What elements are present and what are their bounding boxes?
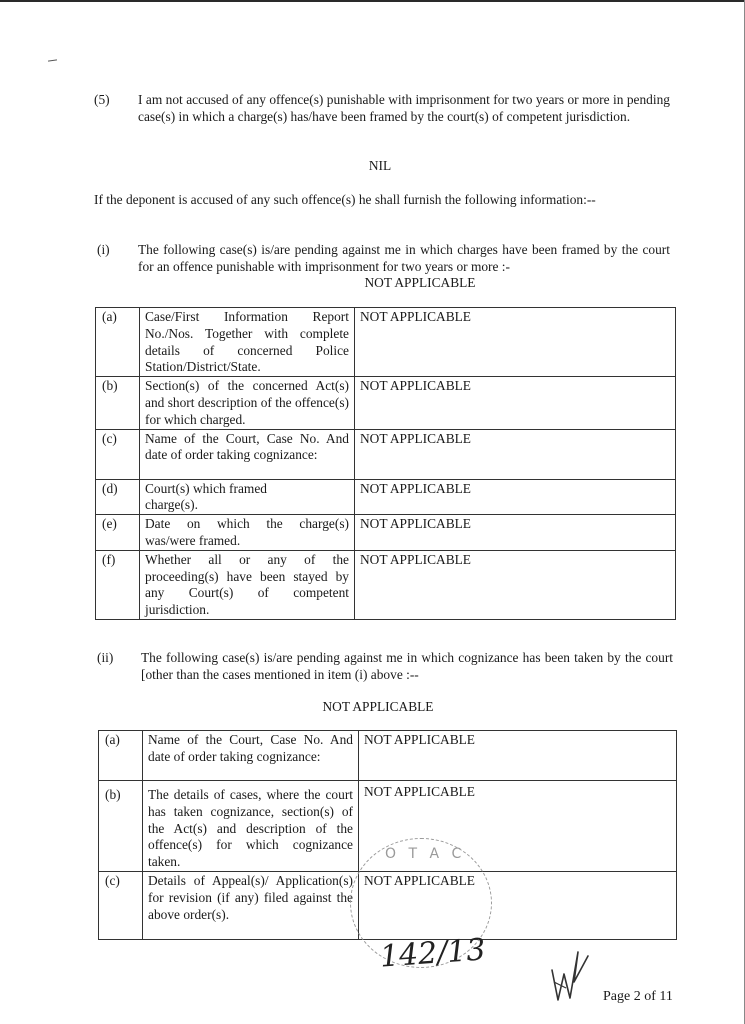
scan-top-edge <box>0 0 745 2</box>
row-label: (f) <box>96 550 140 619</box>
table-row <box>96 479 676 515</box>
row-description: Date on which the charge(s) was/were framed. <box>140 515 355 551</box>
row-label: (b) <box>96 377 140 429</box>
intro-text: If the deponent is accused of any such offence(s) he shall furnish the following information:-- <box>94 192 596 207</box>
row-label: (a) <box>96 308 140 377</box>
item-5-number: (5) <box>94 92 110 107</box>
section-i-table <box>95 307 676 620</box>
row-label: (e) <box>96 515 140 551</box>
row-value: NOT APPLICABLE <box>355 308 676 377</box>
row-value: NOT APPLICABLE <box>355 429 676 479</box>
row-description: Name of the Court, Case No. And date of order taking cognizance: <box>140 429 355 479</box>
row-label: (d) <box>96 479 140 515</box>
row-value: NOT APPLICABLE <box>355 479 676 515</box>
row-value: NOT APPLICABLE <box>359 871 677 939</box>
row-description: The details of cases, where the court has taken cognizance, section(s) of the Act(s) and description of the offence(s) for which cognizance taken. <box>143 781 359 872</box>
table-row <box>96 308 676 377</box>
table-row <box>96 550 676 619</box>
section-i-status: NOT APPLICABLE <box>364 275 476 290</box>
table-row <box>96 429 676 479</box>
row-description: Case/First Information Report No./Nos. Together with complete details of concerned Police Station/District/State. <box>140 308 355 377</box>
nil-text: NIL <box>368 158 392 173</box>
row-description: Whether all or any of the proceeding(s) have been stayed by any Court(s) of competent jurisdiction. <box>140 550 355 619</box>
row-value: NOT APPLICABLE <box>355 550 676 619</box>
section-ii-status: NOT APPLICABLE <box>322 699 434 714</box>
table-row <box>96 515 676 551</box>
row-description: Details of Appeal(s)/ Application(s) for revision (if any) filed against the above order(s). <box>143 871 359 939</box>
table-row <box>96 377 676 429</box>
section-ii-number: (ii) <box>97 650 114 665</box>
row-value: NOT APPLICABLE <box>359 781 677 872</box>
section-i-text: The following case(s) is/are pending against me in which charges have been framed by the court for an offence punishable with imprisonment for two years or more :- <box>138 242 670 274</box>
row-description: Section(s) of the concerned Act(s) and short description of the offence(s) for which charged. <box>140 377 355 429</box>
row-value: NOT APPLICABLE <box>355 377 676 429</box>
row-value: NOT APPLICABLE <box>355 515 676 551</box>
row-description: Name of the Court, Case No. And date of order taking cognizance: <box>143 731 359 781</box>
section-ii-text: The following case(s) is/are pending against me in which cognizance has been taken by the court [other than the cases mentioned in item (i) above :-- <box>141 650 673 682</box>
row-label: (c) <box>96 429 140 479</box>
section-i-number: (i) <box>97 242 110 257</box>
signature-mark <box>548 942 592 1006</box>
row-value: NOT APPLICABLE <box>359 731 677 781</box>
table-row <box>99 731 677 781</box>
row-label: (a) <box>99 731 143 781</box>
page-number: Page 2 of 11 <box>603 989 673 1004</box>
handwritten-number: 142/13 <box>378 932 487 975</box>
item-5-text: I am not accused of any offence(s) punishable with imprisonment for two years or more in pending case(s) in which a charge(s) has/have been framed by the court(s) of competent jurisdiction. <box>138 92 670 124</box>
row-description: Court(s) which framed charge(s). <box>140 479 355 515</box>
row-label: (b) <box>99 781 143 872</box>
notary-stamp-text: O T A C <box>385 846 466 862</box>
row-label: (c) <box>99 871 143 939</box>
scan-mark <box>48 59 57 61</box>
